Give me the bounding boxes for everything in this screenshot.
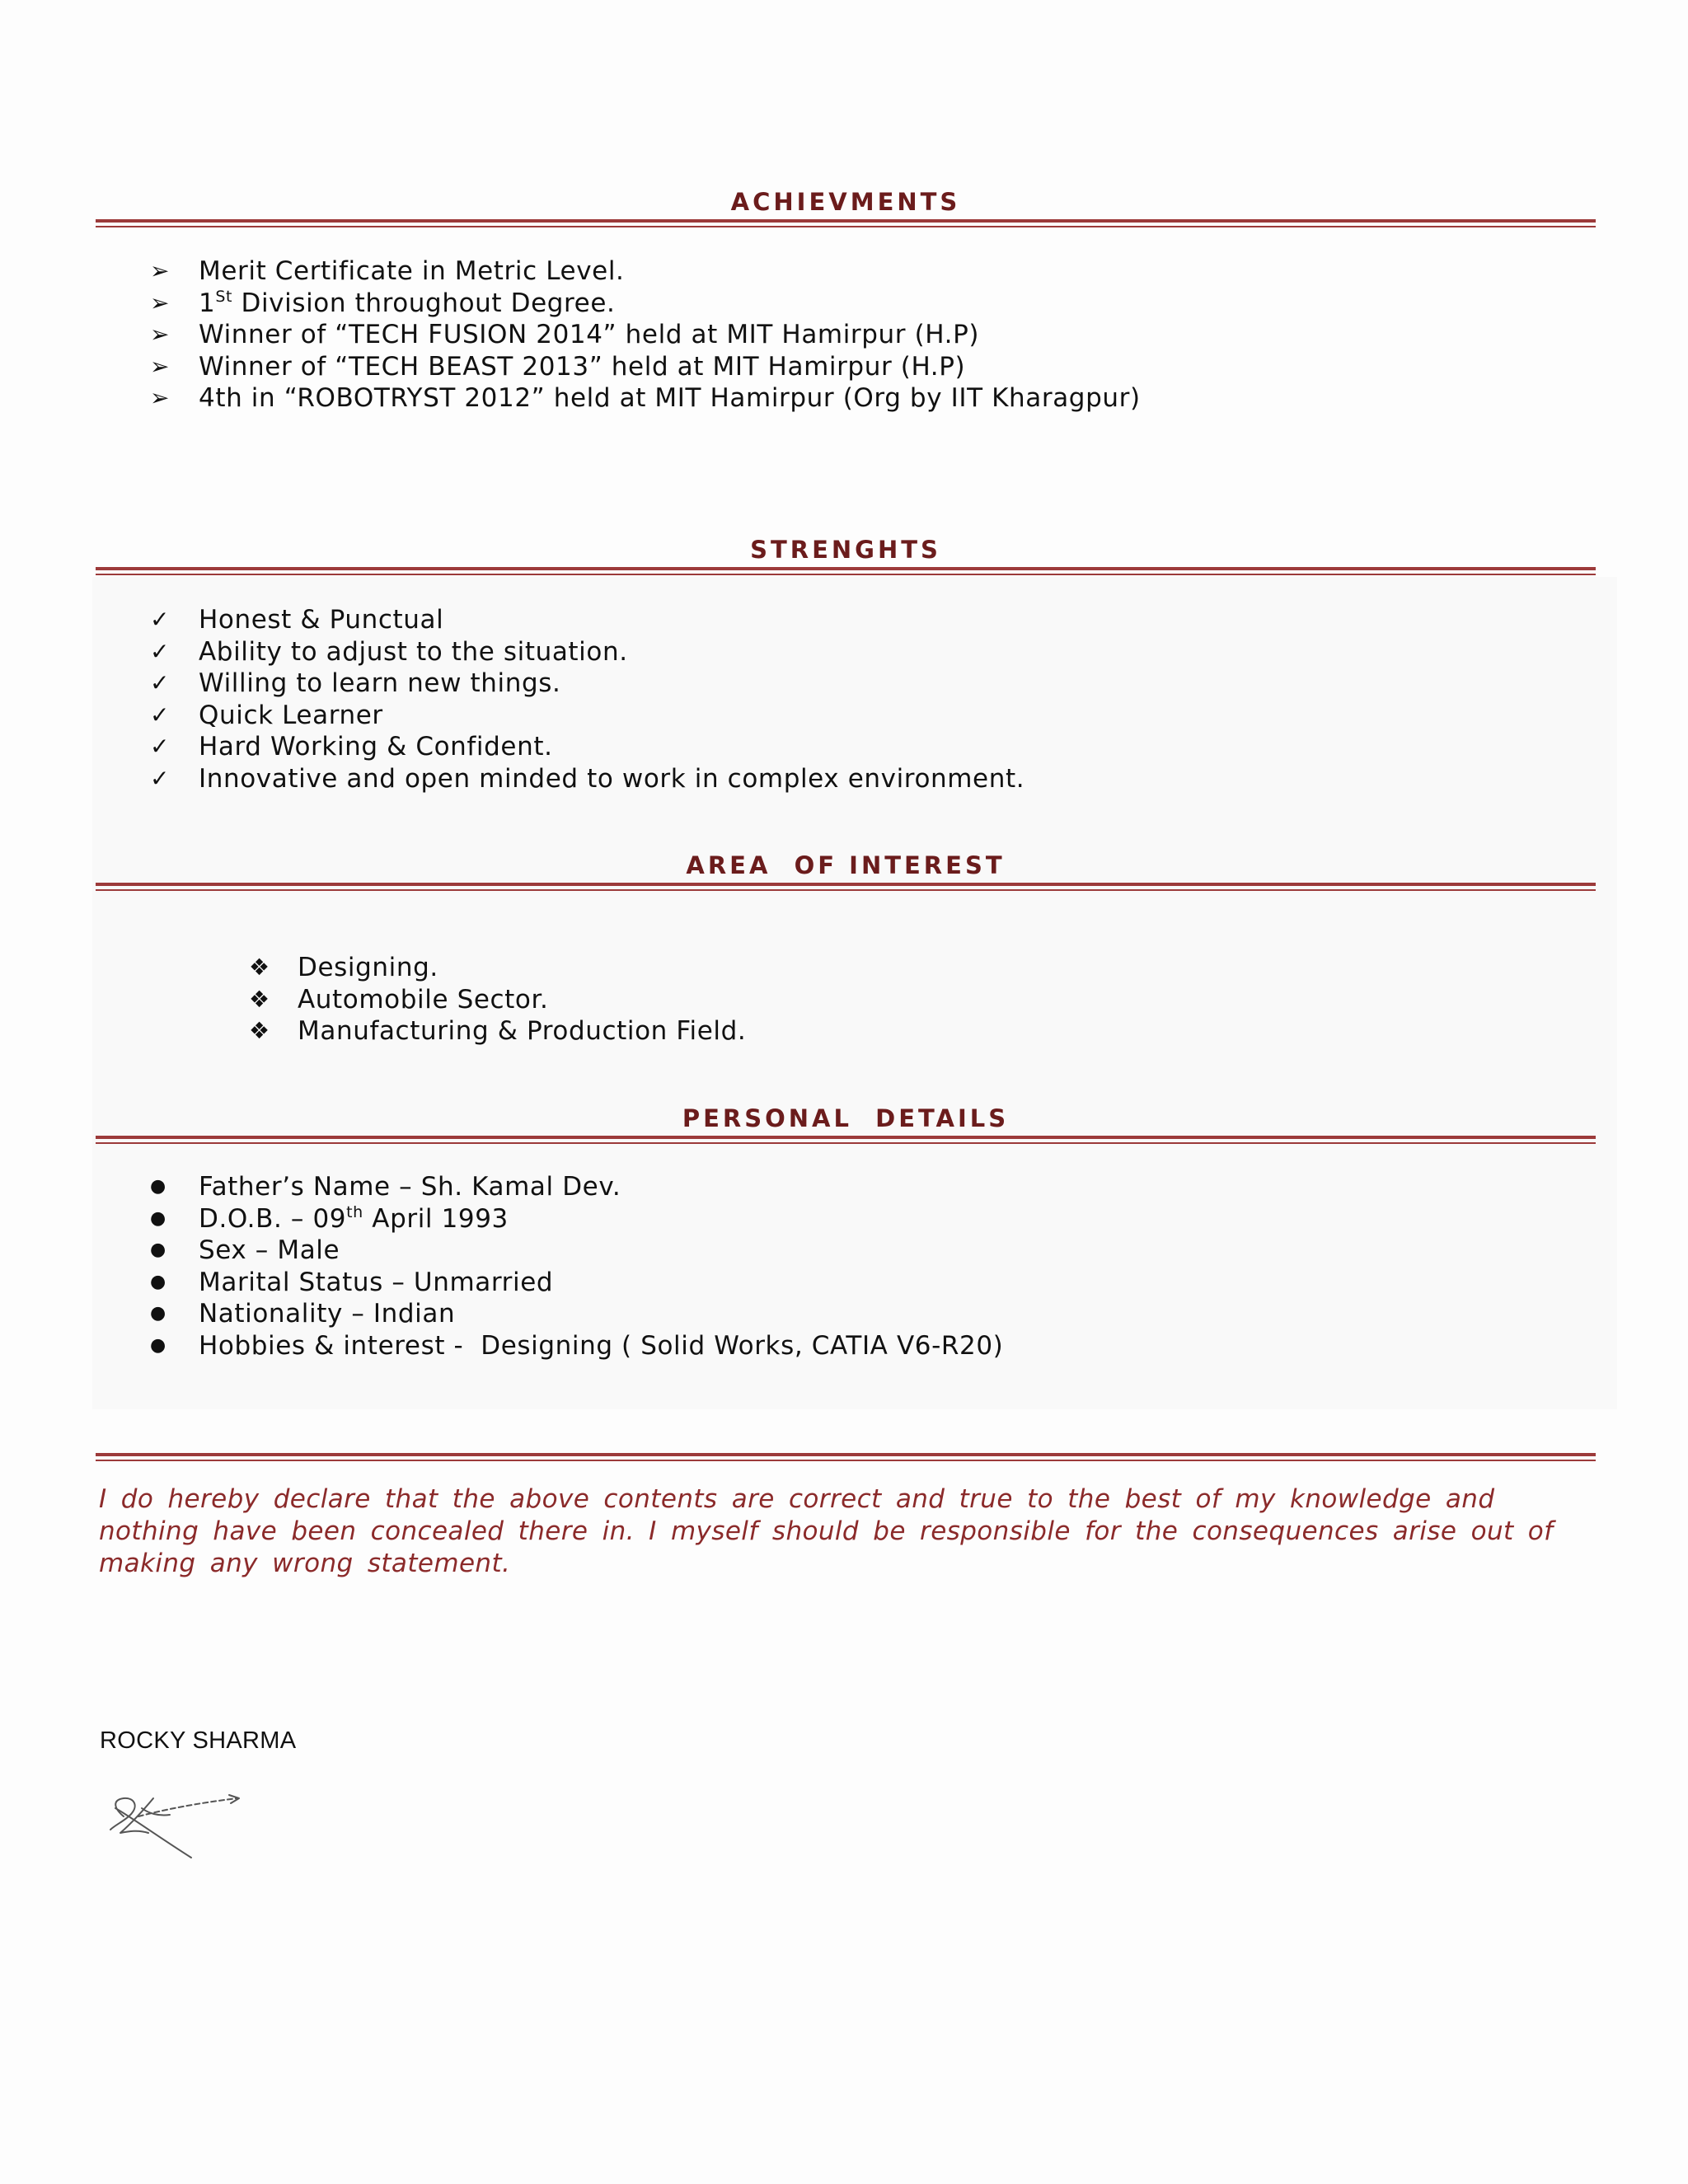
declaration-text: I do hereby declare that the above contents are correct and true to the best of my knowledge and nothing have been concealed there in. I myself should be responsible for the consequences arise out of making any wrong statement. xyxy=(99,1484,1554,1578)
check-mark-icon: ✓ xyxy=(150,669,171,696)
interests-heading: AREA OF INTEREST xyxy=(686,851,1006,879)
four-diamond-icon: ❖ xyxy=(249,1017,270,1044)
list-item: ● Father’s Name – Sh. Kamal Dev. xyxy=(150,1172,621,1202)
round-bullet-icon: ● xyxy=(150,1303,166,1324)
personal-heading: PERSONAL DETAILS xyxy=(682,1104,1010,1132)
interests-list xyxy=(249,952,746,1047)
personal-divider xyxy=(96,1136,1596,1144)
arrowhead-icon: ➢ xyxy=(150,352,171,380)
achievements-divider xyxy=(96,219,1596,227)
four-diamond-icon: ❖ xyxy=(249,954,270,981)
list-item: ➢ Merit Certificate in Metric Level. xyxy=(150,256,625,286)
interests-divider xyxy=(96,883,1596,891)
achievements-list xyxy=(150,255,1141,415)
list-item: ✓ Innovative and open minded to work in complex environment. xyxy=(150,763,1025,794)
arrowhead-icon: ➢ xyxy=(150,257,171,284)
list-item: ✓ Ability to adjust to the situation. xyxy=(150,636,628,667)
signatory-name: ROCKY SHARMA xyxy=(100,1727,297,1754)
list-item: ➢ Winner of “TECH FUSION 2014” held at MIT Hamirpur (H.P) xyxy=(150,320,980,349)
list-item: ❖ Automobile Sector. xyxy=(249,984,549,1015)
strengths-divider xyxy=(96,567,1596,575)
list-item: ➢ 1St Division throughout Degree. xyxy=(150,287,616,318)
list-item: ✓ Willing to learn new things. xyxy=(150,668,561,698)
round-bullet-icon: ● xyxy=(150,1334,166,1356)
list-item: ● Marital Status – Unmarried xyxy=(150,1267,554,1297)
list-item: ● Hobbies & interest - Designing ( Solid Works, CATIA V6-R20) xyxy=(150,1330,1004,1361)
list-item: ● D.O.B. – 09th April 1993 xyxy=(150,1202,509,1234)
list-item: ❖ Designing. xyxy=(249,953,438,982)
declaration-divider xyxy=(96,1453,1596,1461)
check-mark-icon: ✓ xyxy=(150,637,171,665)
signature-image xyxy=(106,1783,254,1866)
achievements-heading: ACHIEVMENTS xyxy=(730,188,961,216)
list-item: ✓ Hard Working & Confident. xyxy=(150,732,553,762)
list-item: ✓ Quick Learner xyxy=(150,700,383,730)
check-mark-icon: ✓ xyxy=(150,701,171,729)
round-bullet-icon: ● xyxy=(150,1271,166,1292)
check-mark-icon: ✓ xyxy=(150,733,171,760)
arrowhead-icon: ➢ xyxy=(150,288,171,316)
strengths-heading: STRENGHTS xyxy=(750,536,941,564)
list-item: ➢ Winner of “TECH BEAST 2013” held at MIT Hamirpur (H.P) xyxy=(150,351,966,382)
arrowhead-icon: ➢ xyxy=(150,384,171,411)
list-item: ✓ Honest & Punctual xyxy=(150,605,444,635)
arrowhead-icon: ➢ xyxy=(150,321,171,348)
round-bullet-icon: ● xyxy=(150,1176,166,1197)
strengths-list xyxy=(150,604,1025,794)
list-item: ➢ 4th in “ROBOTRYST 2012” held at MIT Hamirpur (Org by IIT Kharagpur) xyxy=(150,383,1141,413)
list-item: ● Sex – Male xyxy=(150,1235,340,1265)
personal-list xyxy=(150,1171,1003,1361)
check-mark-icon: ✓ xyxy=(150,764,171,792)
round-bullet-icon: ● xyxy=(150,1207,166,1229)
four-diamond-icon: ❖ xyxy=(249,985,270,1013)
list-item: ● Nationality – Indian xyxy=(150,1299,456,1329)
check-mark-icon: ✓ xyxy=(150,606,171,633)
list-item: ❖ Manufacturing & Production Field. xyxy=(249,1016,747,1046)
round-bullet-icon: ● xyxy=(150,1240,166,1260)
